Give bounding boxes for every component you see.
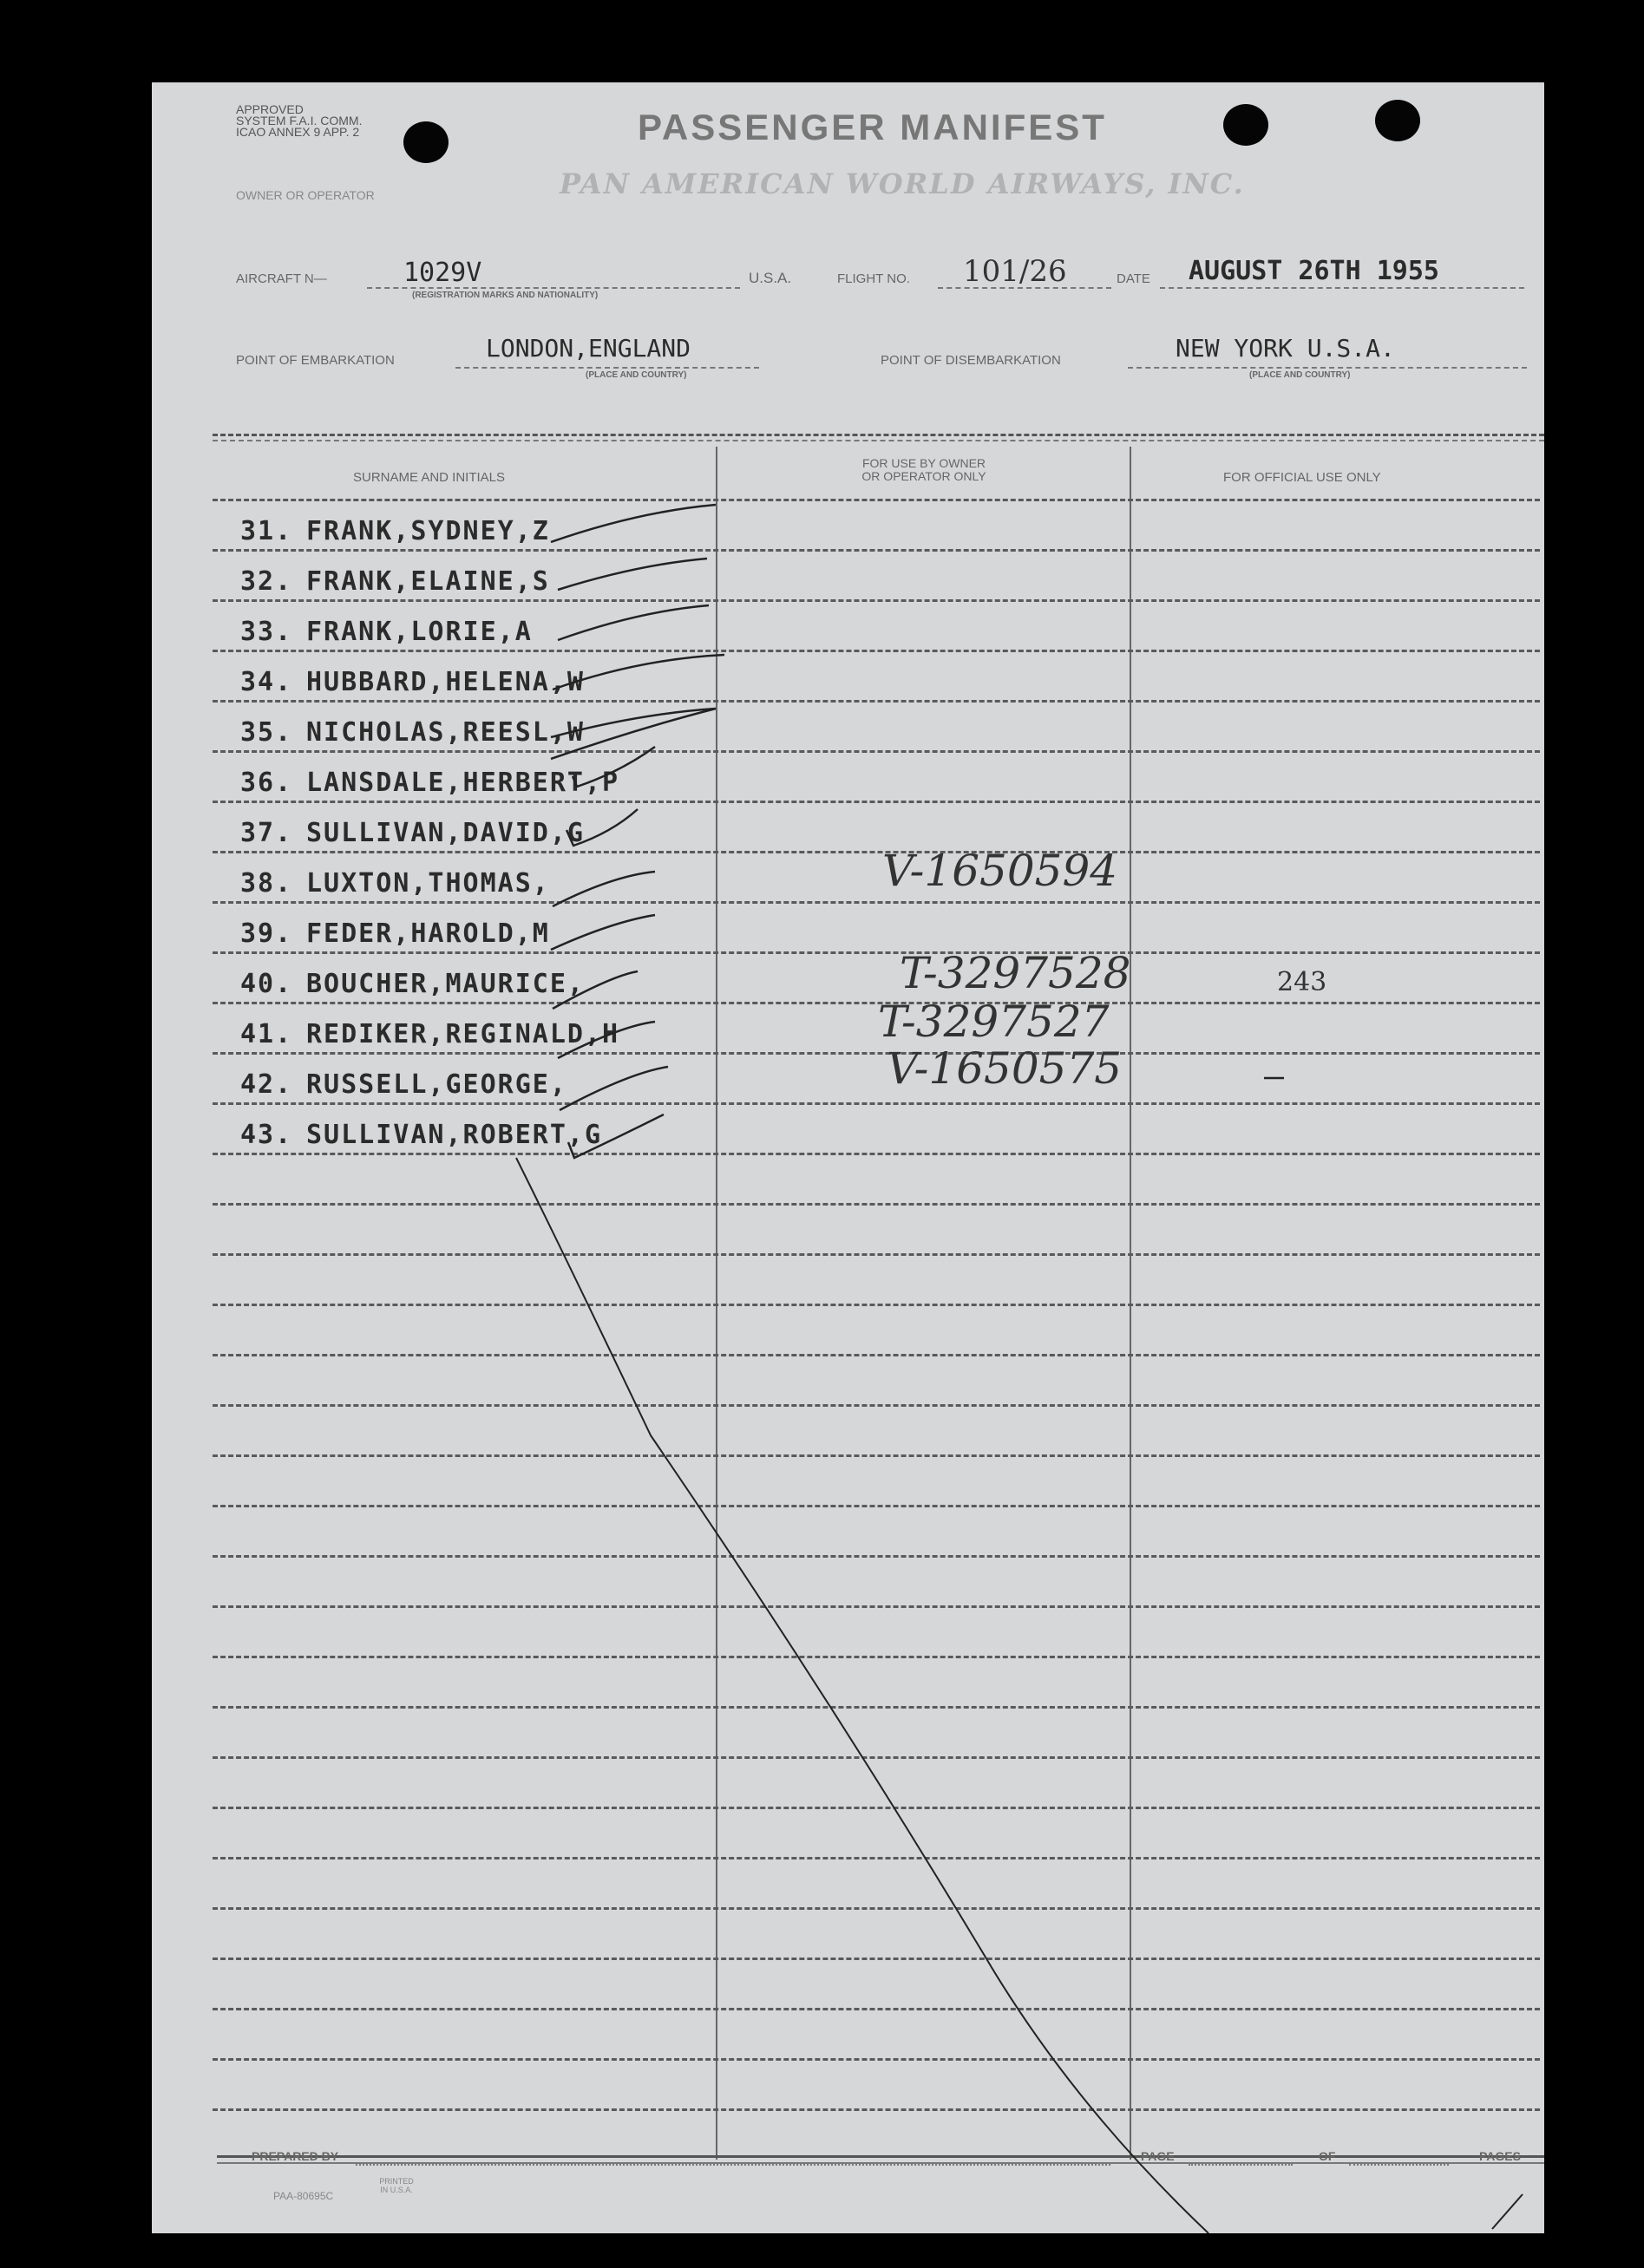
- passport-number: V-1650575: [887, 1043, 1123, 1094]
- check-mark: [553, 655, 724, 690]
- row-number: 35.: [240, 717, 293, 748]
- row-number: 40.: [240, 969, 293, 999]
- registration-note: (REGISTRATION MARKS AND NATIONALITY): [412, 291, 599, 300]
- passenger-name: SULLIVAN,DAVID,G: [306, 818, 585, 848]
- page-label: PAGE: [1141, 2149, 1175, 2163]
- aircraft-label: AIRCRAFT N—: [236, 271, 327, 286]
- passenger-name: BOUCHER,MAURICE,: [306, 969, 585, 999]
- check-mark: [553, 971, 638, 1009]
- check-mark: [558, 1022, 655, 1058]
- passport-number: T-3297528: [900, 948, 1131, 998]
- embarkation-place: LONDON,ENGLAND: [486, 334, 691, 363]
- passenger-name: SULLIVAN,ROBERT,G: [306, 1120, 603, 1150]
- prepared-by-line: [356, 2164, 1110, 2166]
- flight-date: AUGUST 26TH 1955: [1189, 256, 1439, 286]
- company-stamp: PAN AMERICAN WORLD AIRWAYS, INC.: [560, 167, 1245, 200]
- flight-label: FLIGHT NO.: [837, 271, 910, 286]
- of-label: OF: [1319, 2149, 1336, 2163]
- official-column-header: FOR OFFICIAL USE ONLY: [1223, 470, 1381, 485]
- passenger-name: LUXTON,THOMAS,: [306, 868, 550, 899]
- passenger-name: FRANK,ELAINE,S: [306, 566, 550, 597]
- form-number: PAA-80695C: [273, 2190, 334, 2202]
- date-label: DATE: [1117, 271, 1150, 286]
- passenger-name: FRANK,LORIE,A: [306, 617, 533, 647]
- row-number: 39.: [240, 918, 293, 949]
- approval-line: ICAO ANNEX 9 APP. 2: [236, 125, 360, 139]
- passenger-name: HUBBARD,HELENA,W: [306, 667, 585, 697]
- printed-in-usa: PRINTED IN U.S.A.: [379, 2177, 414, 2194]
- handwritten-marks: [152, 82, 1544, 2233]
- row-number: 43.: [240, 1120, 293, 1150]
- official-note: 243: [1277, 967, 1327, 997]
- owner-header-line: FOR USE BY OWNER: [861, 456, 986, 470]
- row-number: 41.: [240, 1019, 293, 1049]
- manifest-sheet: [152, 82, 1544, 2233]
- check-mark: [560, 1067, 668, 1110]
- prepared-by-label: PREPARED BY: [252, 2149, 339, 2163]
- check-mark: [553, 872, 655, 906]
- row-number: 32.: [240, 566, 293, 597]
- passenger-name: NICHOLAS,REESL,W: [306, 717, 585, 748]
- usa-label: U.S.A.: [749, 270, 792, 286]
- flight-number: 101/26: [963, 254, 1067, 289]
- row-number: 42.: [240, 1069, 293, 1100]
- owner-operator-label: OWNER OR OPERATOR: [236, 188, 375, 202]
- passport-number: T-3297527: [878, 997, 1110, 1047]
- embarkation-note: (PLACE AND COUNTRY): [586, 370, 687, 380]
- check-mark: [573, 747, 655, 787]
- passenger-name: RUSSELL,GEORGE,: [306, 1069, 567, 1100]
- check-mark: [551, 505, 716, 542]
- disembarkation-label: POINT OF DISEMBARKATION: [881, 353, 1061, 368]
- passport-number: V-1650594: [882, 846, 1118, 896]
- check-mark: [558, 559, 707, 590]
- approval-line: APPROVED: [236, 102, 304, 116]
- diagonal-strike: [516, 1158, 1208, 2233]
- row-number: 34.: [240, 667, 293, 697]
- diagonal-strike: [1492, 2194, 1523, 2229]
- embarkation-label: POINT OF EMBARKATION: [236, 353, 395, 368]
- passenger-name: FRANK,SYDNEY,Z: [306, 516, 550, 546]
- row-number: 36.: [240, 768, 293, 798]
- row-number: 31.: [240, 516, 293, 546]
- approval-line: SYSTEM F.A.I. COMM.: [236, 114, 363, 127]
- disembarkation-place: NEW YORK U.S.A.: [1176, 334, 1395, 363]
- page-line: [1189, 2164, 1293, 2166]
- passenger-name: REDIKER,REGINALD,H: [306, 1019, 620, 1049]
- disembarkation-note: (PLACE AND COUNTRY): [1249, 370, 1351, 380]
- check-mark: [568, 1114, 664, 1158]
- passenger-name: FEDER,HAROLD,M: [306, 918, 550, 949]
- owner-header-line: OR OPERATOR ONLY: [861, 469, 986, 483]
- pages-label: PAGES: [1479, 2149, 1521, 2163]
- check-mark: [551, 709, 716, 759]
- check-mark: [567, 809, 638, 846]
- form-title: PASSENGER MANIFEST: [638, 107, 1107, 147]
- aircraft-number: 1029V: [403, 258, 482, 288]
- check-mark: [551, 915, 655, 950]
- row-number: 37.: [240, 818, 293, 848]
- of-line: [1349, 2164, 1449, 2166]
- surname-column-header: SURNAME AND INITIALS: [353, 470, 506, 485]
- row-number: 33.: [240, 617, 293, 647]
- check-mark: [558, 605, 709, 640]
- passenger-name: LANSDALE,HERBERT,P: [306, 768, 620, 798]
- row-number: 38.: [240, 868, 293, 899]
